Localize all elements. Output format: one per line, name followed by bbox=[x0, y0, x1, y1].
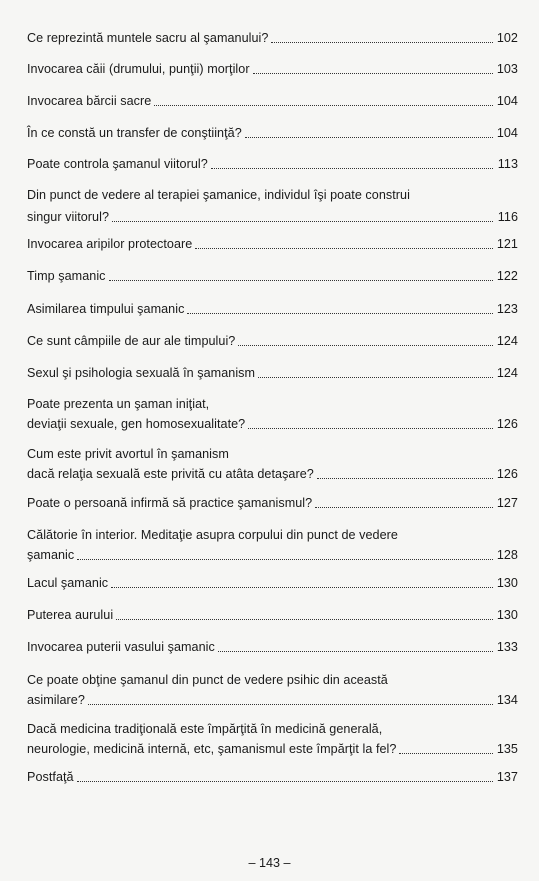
toc-entry bbox=[27, 30, 518, 46]
toc-entry bbox=[27, 672, 518, 708]
toc-entry bbox=[27, 333, 518, 349]
toc-entry-page: 116 bbox=[497, 210, 518, 224]
toc-entry-last-line bbox=[27, 495, 518, 511]
toc-entry-line bbox=[27, 396, 518, 412]
toc-entry-last-line bbox=[27, 692, 518, 708]
dot-leader bbox=[116, 609, 493, 621]
toc-entry-page: 102 bbox=[496, 31, 518, 45]
toc-entry-last-line bbox=[27, 93, 518, 109]
toc-entry-page: 127 bbox=[496, 496, 518, 510]
toc-entry bbox=[27, 301, 518, 317]
toc-entry-last-line bbox=[27, 125, 518, 141]
toc-entry-last-line bbox=[27, 268, 518, 284]
toc-entry-title: asimilare? bbox=[27, 693, 85, 707]
toc-entry-title: Timp şamanic bbox=[27, 269, 106, 283]
page-number: – 143 – bbox=[248, 856, 291, 870]
dot-leader bbox=[238, 335, 493, 347]
toc-entry-page: 104 bbox=[496, 94, 518, 108]
dot-leader bbox=[248, 418, 493, 430]
dot-leader bbox=[195, 238, 493, 250]
toc-entry-title: dacă relaţia sexuală este privită cu atâta detaşare? bbox=[27, 467, 314, 481]
toc-entry bbox=[27, 495, 518, 511]
toc-entry-page: 104 bbox=[496, 126, 518, 140]
toc-entry-title: Din punct de vedere al terapiei şamanice, individul îşi poate construi bbox=[27, 188, 410, 202]
toc-entry-last-line bbox=[27, 639, 518, 655]
dot-leader bbox=[245, 127, 493, 139]
toc-entry-title: Ce reprezintă muntele sacru al şamanului? bbox=[27, 31, 269, 45]
toc-entry-title: Postfaţă bbox=[27, 770, 74, 784]
toc-entry-title: Poate controla şamanul viitorul? bbox=[27, 157, 208, 171]
toc-entry-title: neurologie, medicină internă, etc, şamanismul este împărţit la fel? bbox=[27, 742, 397, 756]
toc-entry-last-line bbox=[27, 607, 518, 623]
toc-entry-line bbox=[27, 721, 518, 737]
toc-entry bbox=[27, 268, 518, 284]
toc-entry bbox=[27, 527, 518, 563]
toc-entry-page: 137 bbox=[496, 770, 518, 784]
toc-entry-last-line bbox=[27, 365, 518, 381]
dot-leader bbox=[317, 468, 493, 480]
toc-entry bbox=[27, 575, 518, 591]
toc-entry bbox=[27, 187, 518, 225]
toc-entry-title: Invocarea puterii vasului şamanic bbox=[27, 640, 215, 654]
dot-leader bbox=[88, 694, 493, 706]
toc-entry-title: Ce poate obţine şamanul din punct de vedere psihic din această bbox=[27, 673, 388, 687]
dot-leader bbox=[77, 549, 493, 561]
toc-entry bbox=[27, 236, 518, 252]
toc-entry-page: 130 bbox=[496, 576, 518, 590]
toc-entry-title: Invocarea căii (drumului, punţii) morţilor bbox=[27, 62, 250, 76]
toc-entry-title: şamanic bbox=[27, 548, 75, 562]
dot-leader bbox=[399, 743, 493, 755]
toc-entry-title: Dacă medicina tradiţională este împărţită în medicină generală, bbox=[27, 722, 383, 736]
toc-entry bbox=[27, 607, 518, 623]
toc-entry-last-line bbox=[27, 30, 518, 46]
toc-entry-line bbox=[27, 527, 518, 543]
toc-entry-page: 133 bbox=[496, 640, 518, 654]
toc-entry bbox=[27, 93, 518, 109]
dot-leader bbox=[315, 497, 493, 509]
dot-leader bbox=[258, 367, 493, 379]
toc-entry bbox=[27, 61, 518, 77]
toc-entry bbox=[27, 721, 518, 757]
toc-entry-last-line bbox=[27, 769, 518, 785]
toc-entry-page: 126 bbox=[496, 467, 518, 481]
toc-entry-page: 113 bbox=[497, 157, 518, 171]
toc-entry-last-line bbox=[27, 741, 518, 757]
toc-entry-title: În ce constă un transfer de conştiinţă? bbox=[27, 126, 242, 140]
toc-entry bbox=[27, 396, 518, 432]
toc-entry-title: Asimilarea timpului şamanic bbox=[27, 302, 185, 316]
toc-entry-title: deviaţii sexuale, gen homosexualitate? bbox=[27, 417, 246, 431]
dot-leader bbox=[112, 211, 493, 223]
toc-entry-line bbox=[27, 672, 518, 688]
toc-entry-page: 126 bbox=[496, 417, 518, 431]
toc-entry-title: Cum este privit avortul în şamanism bbox=[27, 447, 229, 461]
dot-leader bbox=[271, 32, 493, 44]
toc-entry-title: Călătorie în interior. Meditaţie asupra corpului din punct de vedere bbox=[27, 528, 398, 542]
toc-entry-page: 134 bbox=[496, 693, 518, 707]
toc-entry-last-line bbox=[27, 416, 518, 432]
toc-entry bbox=[27, 639, 518, 655]
toc-entry-line bbox=[27, 187, 518, 203]
toc-entry-last-line bbox=[27, 156, 518, 172]
toc-entry-last-line bbox=[27, 209, 518, 225]
toc-entry-last-line bbox=[27, 236, 518, 252]
dot-leader bbox=[109, 270, 493, 282]
dot-leader bbox=[154, 95, 493, 107]
dot-leader bbox=[77, 771, 493, 783]
toc-entry-last-line bbox=[27, 301, 518, 317]
toc-entry-last-line bbox=[27, 547, 518, 563]
toc-entry-page: 103 bbox=[496, 62, 518, 76]
dot-leader bbox=[211, 158, 493, 170]
toc-entry-title: Lacul şamanic bbox=[27, 576, 109, 590]
toc-entry-last-line bbox=[27, 61, 518, 77]
toc-entry-title: singur viitorul? bbox=[27, 210, 109, 224]
toc-entry-last-line bbox=[27, 466, 518, 482]
toc-entry bbox=[27, 769, 518, 785]
toc-entry-page: 123 bbox=[496, 302, 518, 316]
toc-entry-title: Poate prezenta un şaman iniţiat, bbox=[27, 397, 210, 411]
toc-entry-page: 124 bbox=[496, 334, 518, 348]
dot-leader bbox=[253, 63, 493, 75]
dot-leader bbox=[218, 641, 493, 653]
toc-entry-last-line bbox=[27, 575, 518, 591]
dot-leader bbox=[187, 303, 493, 315]
toc-entry bbox=[27, 156, 518, 172]
toc-entry-page: 128 bbox=[496, 548, 518, 562]
toc-entry-page: 122 bbox=[496, 269, 518, 283]
toc-entry-title: Ce sunt câmpiile de aur ale timpului? bbox=[27, 334, 236, 348]
toc-entry-title: Invocarea aripilor protectoare bbox=[27, 237, 193, 251]
toc-entry-title: Invocarea bărcii sacre bbox=[27, 94, 152, 108]
dot-leader bbox=[111, 577, 493, 589]
toc-entry-page: 124 bbox=[496, 366, 518, 380]
toc-entry-title: Poate o persoană infirmă să practice şamanismul? bbox=[27, 496, 313, 510]
toc-entry-title: Sexul şi psihologia sexuală în şamanism bbox=[27, 366, 256, 380]
toc-entry-title: Puterea aurului bbox=[27, 608, 114, 622]
toc-entry-page: 130 bbox=[496, 608, 518, 622]
toc-entry-line bbox=[27, 446, 518, 462]
toc-entry-page: 135 bbox=[496, 742, 518, 756]
toc-entry bbox=[27, 365, 518, 381]
toc-entry-last-line bbox=[27, 333, 518, 349]
toc-entry bbox=[27, 125, 518, 141]
toc-entry bbox=[27, 446, 518, 482]
toc-entry-page: 121 bbox=[496, 237, 518, 251]
